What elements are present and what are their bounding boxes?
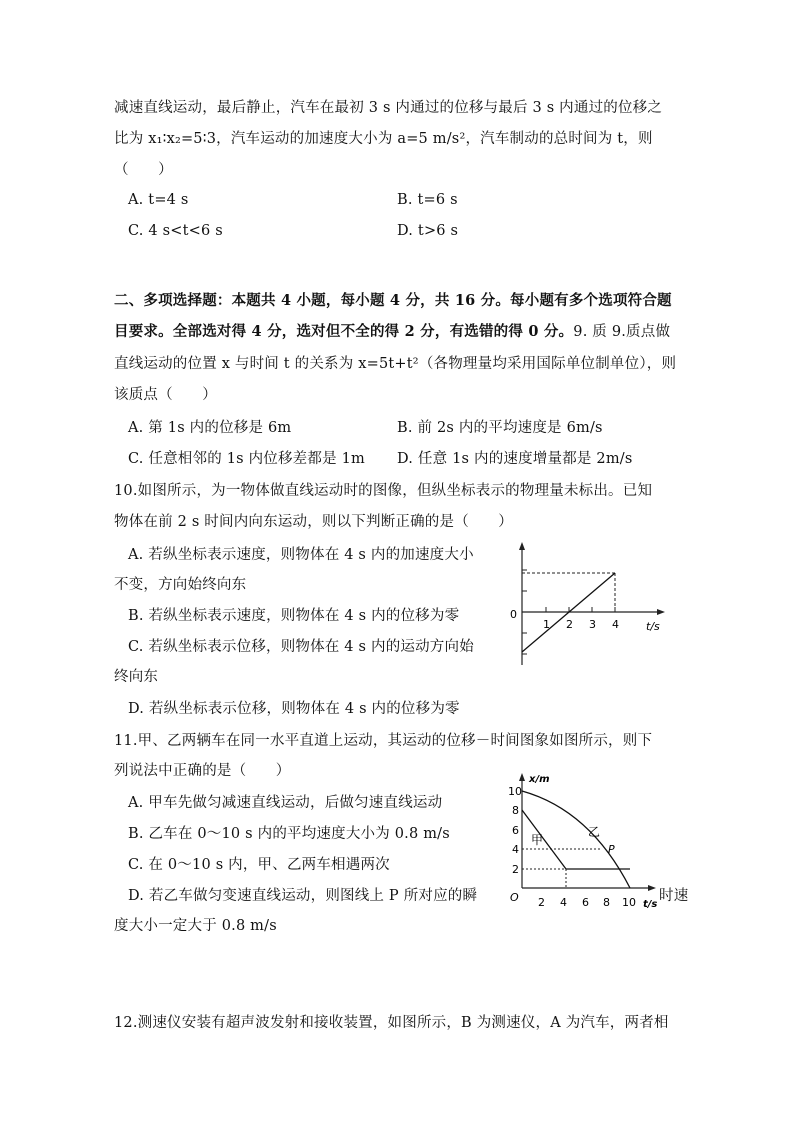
q10-origin-label: 0 <box>510 608 517 621</box>
q8-option-b: B. t=6 s <box>397 192 458 208</box>
q8-option-d: D. t>6 s <box>397 223 459 239</box>
q10-option-a-line2: 不变，方向始终向东 <box>114 577 247 593</box>
q11-label-p: P <box>608 843 615 856</box>
q10-xtick-label-4: 4 <box>612 618 619 631</box>
q10-graph <box>500 540 670 670</box>
q9-option-d: D. 任意 1s 内的速度增量都是 2m/s <box>397 451 633 467</box>
q9-option-c: C. 任意相邻的 1s 内位移差都是 1m <box>128 451 365 467</box>
q11-ytick-10: 10 <box>508 785 522 798</box>
q11-ytick-2: 2 <box>512 863 519 876</box>
q8-stem-line3: （ ） <box>114 162 173 178</box>
q11-graph <box>500 770 660 912</box>
q9-stem-line1: 直线运动的位置 x 与时间 t 的关系为 x=5t+t²（各物理量均采用国际单位制单位），则 <box>114 356 677 372</box>
q10-xtick-label-2: 2 <box>566 618 573 631</box>
q10-option-a-line1: A. 若纵坐标表示速度，则物体在 4 s 内的加速度大小 <box>128 547 474 563</box>
q9-stem-start: 9. 质 9.质点做 <box>573 324 671 340</box>
q11-xtick-6: 6 <box>582 896 589 909</box>
q9-option-a: A. 第 1s 内的位移是 6m <box>128 420 292 436</box>
q8-stem-line1: 减速直线运动，最后静止，汽车在最初 3 s 内通过的位移与最后 3 s 内通过的位移之 <box>114 100 663 116</box>
q11-y-arrow <box>519 773 525 781</box>
q11-option-d-line1: D. 若乙车做匀变速直线运动，则图线上 P 所对应的瞬 <box>128 888 478 904</box>
q8-option-c: C. 4 s<t<6 s <box>128 223 223 239</box>
q11-x-arrow <box>648 885 656 891</box>
q10-x-axis-label: t/s <box>646 620 660 633</box>
q10-option-c-line1: C. 若纵坐标表示位移，则物体在 4 s 内的运动方向始 <box>128 639 474 655</box>
q11-ytick-8: 8 <box>512 804 519 817</box>
q11-xtick-8: 8 <box>603 896 610 909</box>
q10-option-b: B. 若纵坐标表示速度，则物体在 4 s 内的位移为零 <box>128 608 460 624</box>
section2-heading-line2 <box>114 320 670 341</box>
q8-stem-line2: 比为 x₁∶x₂=5∶3，汽车运动的加速度大小为 a=5 m/s²，汽车制动的总时间为 t，则 <box>114 131 653 147</box>
q10-xtick-label-1: 1 <box>543 618 550 631</box>
q11-stem-line2: 列说法中正确的是（ ） <box>114 763 291 779</box>
section2-heading-line1: 二、多项选择题：本题共 4 小题，每小题 4 分，共 16 分。每小题有多个选项符合题 <box>114 292 672 309</box>
q11-label-jia: 甲 <box>531 833 544 847</box>
q9-stem-line2: 该质点（ ） <box>114 387 217 403</box>
section2-heading-line2-bold: 目要求。全部选对得 4 分，选对但不全的得 2 分，有选错的得 0 分。 <box>114 323 574 340</box>
q11-x-axis-label: t/s <box>643 899 658 910</box>
q10-stem-line1: 10.如图所示，为一物体做直线运动时的图像，但纵坐标表示的物理量未标出。已知 <box>114 483 653 499</box>
q11-xtick-2: 2 <box>538 896 545 909</box>
q11-option-a: A. 甲车先做匀减速直线运动，后做匀速直线运动 <box>128 795 443 811</box>
q10-x-arrow <box>657 609 665 615</box>
q11-ytick-4: 4 <box>512 843 519 856</box>
q11-xtick-10: 10 <box>622 896 636 909</box>
q11-option-c: C. 在 0～10 s 内，甲、乙两车相遇两次 <box>128 857 390 873</box>
q10-option-d: D. 若纵坐标表示位移，则物体在 4 s 内的位移为零 <box>128 701 460 717</box>
q10-option-c-line2: 终向东 <box>114 669 159 685</box>
q11-origin-label: O <box>510 891 519 904</box>
q10-xtick-label-3: 3 <box>589 618 596 631</box>
q11-y-axis-label: x/m <box>529 774 550 785</box>
q11-option-d-line2: 度大小一定大于 0.8 m/s <box>114 918 277 934</box>
q9-option-b: B. 前 2s 内的平均速度是 6m/s <box>397 420 603 436</box>
q11-stem-line1: 11.甲、乙两辆车在同一水平直道上运动，其运动的位移－时间图象如图所示，则下 <box>114 733 653 749</box>
q11-xtick-4: 4 <box>560 896 567 909</box>
q11-ytick-6: 6 <box>512 824 519 837</box>
q12-stem-line1: 12.测速仪安装有超声波发射和接收装置，如图所示，B 为测速仪，A 为汽车，两者相 <box>114 1015 669 1031</box>
q8-option-a: A. t=4 s <box>128 192 189 208</box>
q10-y-arrow <box>519 542 525 550</box>
q11-label-yi: 乙 <box>588 825 601 839</box>
q10-stem-line2: 物体在前 2 s 时间内向东运动，则以下判断正确的是（ ） <box>114 514 513 530</box>
q11-option-b: B. 乙车在 0～10 s 内的平均速度大小为 0.8 m/s <box>128 826 450 842</box>
q11-option-d-line1-tail: 时速 <box>659 888 689 904</box>
